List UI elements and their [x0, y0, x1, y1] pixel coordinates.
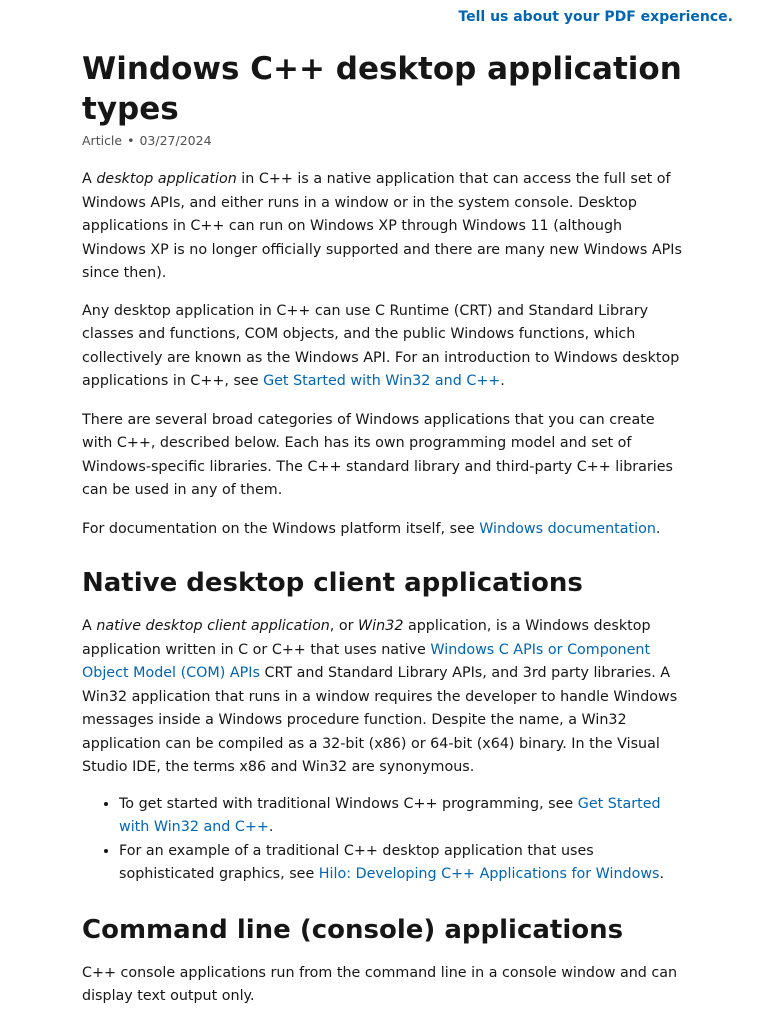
windows-c-com-apis-link[interactable]: Windows C APIs or Component Object Model (COM) APIs [82, 641, 651, 681]
term-desktop-application: desktop application [96, 171, 237, 187]
console-apps-heading: Command line (console) applications [82, 914, 624, 945]
native-desktop-paragraph: A native desktop client application, or Win32 application, is a Windows desktop application written in C or C++ that uses native Windows C APIs or Component Object Model (COM) APIs CRT and Standard Library APIs, and 3rd party libraries. A Win32 application that runs in a window requires the developer to handle Windows messages inside a Windows procedure function. Despite the name, a Win32 application can be compiled as a 32-bit (x86) or 64-bit (x64) binary. In the Visual Studio IDE, the terms x86 and Win32 are synonymous. [82, 618, 678, 775]
article-type: Article [82, 133, 123, 148]
article-content [82, 49, 682, 1009]
native-desktop-list [82, 793, 682, 887]
term-win32: Win32 [358, 618, 404, 634]
windows-documentation-link[interactable]: Windows documentation [479, 520, 656, 537]
term-native-desktop-client: native desktop client application [96, 618, 330, 634]
native-desktop-heading: Native desktop client applications [82, 568, 583, 598]
list-item: • For an example of a traditional C++ desktop application that uses sophisticated graphics, see Hilo: Developing C++ Applications for Windows. [119, 840, 682, 887]
pdf-feedback-link[interactable]: Tell us about your PDF experience. [458, 9, 733, 25]
get-started-win32-link[interactable]: Get Started with Win32 and C++ [263, 373, 501, 389]
meta-separator: • [127, 133, 135, 148]
intro-paragraph-1: A desktop application in C++ is a native application that can access the full set of Windows APIs, and either runs in a window or in the system console. Desktop applications in C++ can run on Windows XP through Windows 11 (although Windows XP is no longer officially supported and there are many new Windows APIs since then). [82, 171, 682, 281]
article-meta [82, 132, 682, 150]
list-item: • To get started with traditional Windows C++ programming, see Get Started with Win32 and C++. [119, 793, 682, 840]
get-started-win32-link-2[interactable]: Get Started with Win32 and C++ [119, 795, 661, 835]
intro-paragraph-4: For documentation on the Windows platform itself, see Windows documentation. [82, 520, 661, 537]
console-apps-paragraph: C++ console applications run from the command line in a console window and can display text output only. [82, 964, 678, 1004]
hilo-link[interactable]: Hilo: Developing C++ Applications for Windows [318, 866, 660, 882]
intro-paragraph-3: There are several broad categories of Windows applications that you can create with C++, described below. Each has its own programming model and set of Windows-specific libraries. The C++ standard library and third-party C++ libraries can be used in any of them. [82, 411, 674, 498]
page-title: Windows C++ desktop application types [82, 51, 682, 127]
intro-paragraph-2: Any desktop application in C++ can use C Runtime (CRT) and Standard Library classes and functions, COM objects, and the public Windows functions, which collectively are known as the Windows API. For an introduction to Windows desktop applications in C++, see Get Started with Win32 and C++. [82, 302, 680, 389]
article-date: 03/27/2024 [139, 133, 212, 148]
